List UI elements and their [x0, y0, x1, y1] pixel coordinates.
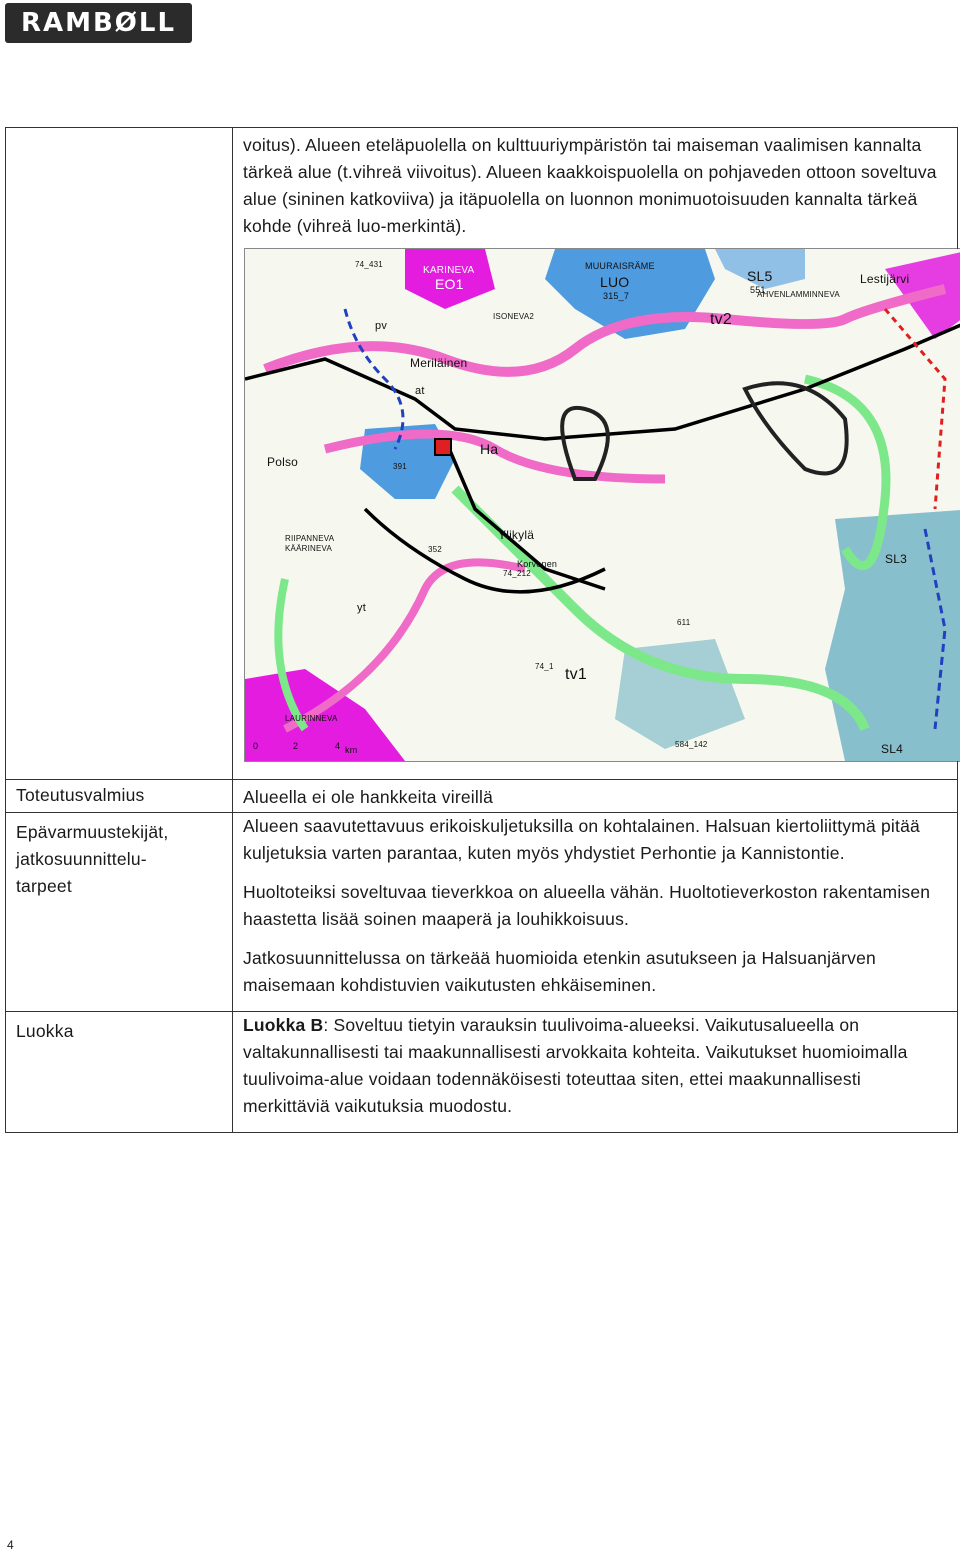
row-value — [233, 813, 958, 1012]
row-label-line: jatkosuunnittelu- — [16, 849, 147, 869]
table-row — [6, 780, 958, 813]
empty-label-cell — [6, 128, 233, 780]
map-scale-tick: 0 — [253, 741, 259, 751]
map-label: 584_142 — [675, 740, 708, 749]
map-label: at — [415, 385, 425, 397]
intro-paragraph: voitus). Alueen eteläpuolella on kulttuuriympäristön tai maiseman vaalimisen kannalta tärkeä alue (t.vihreä viivoitus). Alueen kaakkoispuolella on pohjaveden ottoon soveltuva alue (sininen katkoviiva) ja itäpuolella on luonnon monimuotoisuuden kannalta tärkeä kohde (vihreä luo-merkintä). — [243, 135, 937, 236]
map-label: Ylikylä — [498, 528, 535, 542]
map-label: 551 — [750, 285, 766, 295]
map-label: EO1 — [435, 276, 464, 292]
map-label: Korvonen — [517, 559, 558, 569]
page-number: 4 — [7, 1538, 14, 1552]
map-scale-unit: km — [345, 745, 358, 755]
map-label: 315_7 — [603, 291, 630, 301]
map-label: RIIPANNEVA — [285, 534, 335, 543]
map-label: tv1 — [565, 666, 587, 683]
row-value — [233, 1012, 958, 1133]
map-label: 74_212 — [503, 569, 531, 578]
row-label-line: Epävarmuustekijät, — [16, 822, 169, 842]
map-label: 74_431 — [355, 260, 383, 269]
row-label: Luokka — [6, 1012, 233, 1133]
map-label: 74_1 — [535, 662, 554, 671]
map-label: SL5 — [747, 268, 773, 284]
row-label-line: tarpeet — [16, 876, 72, 896]
row-label: Toteutusvalmius — [6, 780, 233, 813]
class-text: : Soveltuu tietyin varauksin tuulivoima-alueeksi. Vaikutusalueella on valtakunnallisesti tai maakunnallisesti arvokkaita kohteita. Vaikutukset huomioimalla tuulivoima-alue voidaan todennäköisesti toteuttaa siten, ettei maakunnallisesti merkittäviä vaikutuksia muodostu. — [243, 1015, 908, 1116]
map-label: LAURINNEVA — [285, 714, 338, 723]
uncertainty-paragraph: Huoltoteiksi soveltuvaa tieverkkoa on alueella vähän. Huoltotieverkoston rakentamisen haastetta lisää soinen maaperä ja louhikkoisuus. — [243, 882, 931, 929]
map-label: ISONEVA2 — [493, 312, 535, 321]
map-label: yt — [357, 602, 366, 614]
map-label: LUO — [600, 274, 630, 290]
map-label: 352 — [428, 545, 442, 554]
map-label: 611 — [677, 618, 691, 627]
zoning-map — [244, 248, 960, 762]
map-label: SL4 — [881, 742, 903, 756]
implementation-status: Alueella ei ole hankkeita vireillä — [243, 787, 493, 807]
assessment-table — [5, 127, 958, 1133]
map-label: Ha — [480, 441, 499, 457]
map-label: MUURAISRÄME — [585, 261, 655, 271]
map-label: 391 — [393, 462, 407, 471]
map-label: tv2 — [710, 311, 732, 328]
company-logo: RAMBØLL — [5, 3, 192, 43]
uncertainty-paragraph: Jatkosuunnittelussa on tärkeää huomioida etenkin asutukseen ja Halsuanjärven maisemaan kohdistuvien vaikutusten ehkäiseminen. — [243, 948, 876, 995]
table-row — [6, 813, 958, 1012]
table-row — [6, 1012, 958, 1133]
class-paragraph — [243, 1012, 943, 1120]
map-scale-tick: 2 — [293, 741, 299, 751]
map-label: KARINEVA — [423, 265, 475, 276]
map-label: Polso — [267, 455, 299, 469]
map-label: AHVENLAMMINNEVA — [757, 290, 840, 299]
uncertainty-paragraph: Alueen saavutettavuus erikoiskuljetuksilla on kohtalainen. Halsuan kiertoliittymä pitää kuljetuksia varten parantaa, kuten myös yhdystiet Perhontie ja Kannistontie. — [243, 816, 920, 863]
class-lead: Luokka B — [243, 1015, 324, 1035]
map-label: KÄÄRINEVA — [285, 544, 332, 553]
map-label: Meriläinen — [410, 356, 468, 370]
map-label: pv — [375, 320, 388, 332]
table-row — [6, 128, 958, 780]
map-cell — [233, 128, 958, 780]
map-label: Lestijärvi — [860, 272, 910, 286]
teal-area — [825, 509, 960, 761]
row-value — [233, 780, 958, 813]
map-scale-tick: 4 — [335, 741, 341, 751]
row-label — [6, 813, 233, 1012]
map-label: SL3 — [885, 552, 907, 566]
project-marker — [435, 439, 451, 455]
